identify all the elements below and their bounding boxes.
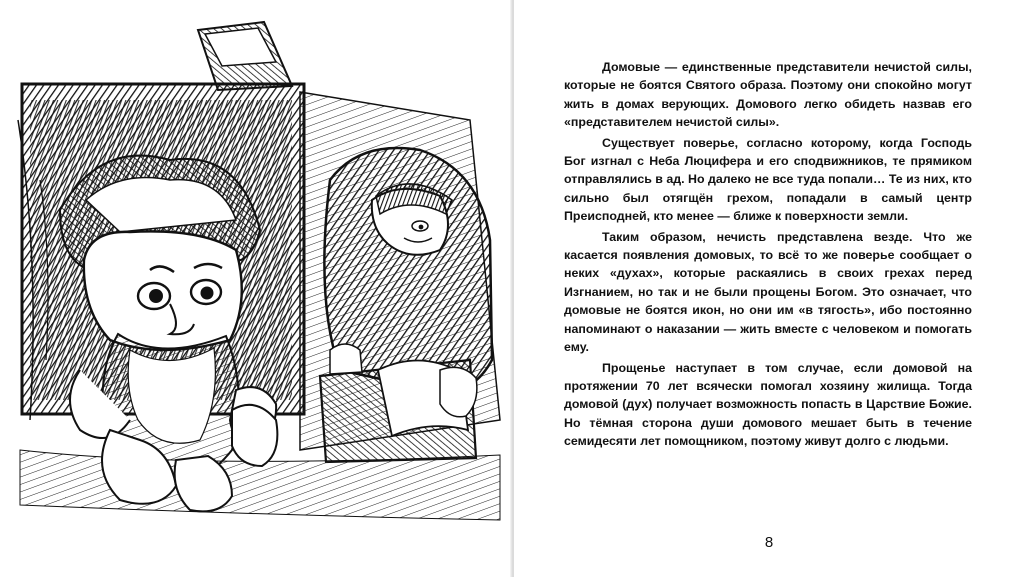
body-text [564,58,972,453]
paragraph: Домовые — единственные представители нечистой силы, которые не боятся Святого образа. Поэтому они спокойно могут жить в домах верующих. Домового легко обидеть назвав его «представителем нечистой силы». [564,60,972,130]
paragraph: Прощенье наступает в том случае, если домовой на протяжении 70 лет всячески помогал хозяину жилища. Тогда домовой (дух) получает возможность попасть в Царствие Божие. Но тёмная сторона души домового мешает быть в течение семидесяти лет помощником, поэтому живут долго с людьми. [564,360,972,449]
right-page [514,0,1024,577]
page-number: 8 [764,534,774,551]
paragraph: Таким образом, нечисть представлена везде. Что же касается появления домовых, то всё то же поверье сообщает о неких «духах», которые раскаялись в своих грехах перед Изгнанием, но так и не были прощены Богом. Это означает, что домовые не боятся икон, но они им «в тягость», ибо постоянно напоминают о наказании — жить вместе с человеком и помогать ему. [564,229,972,355]
paragraph: Существует поверье, согласно которому, когда Господь Бог изгнал с Неба Люцифера и его сподвижников, те прямиком отправлялись в ад. Но далеко не все туда попали… Те из них, кто сильно был отягщён грехом, попадали в самый центр Преисподней, кто менее — ближе к поверхности земли. [564,135,972,224]
